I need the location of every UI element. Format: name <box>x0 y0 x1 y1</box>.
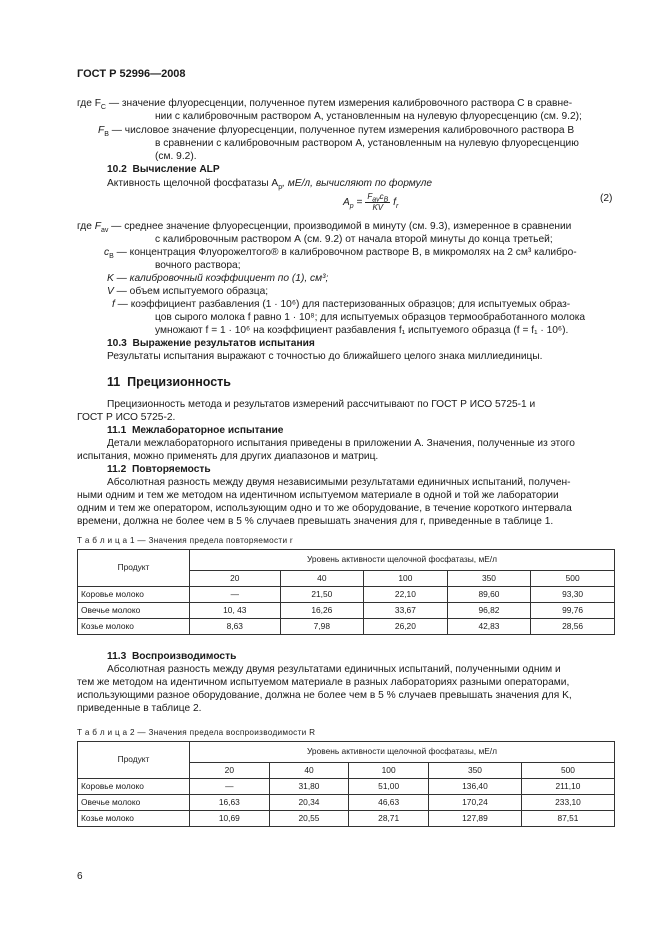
definition-fav: где $F_{av}$ — среднее значение флуоресценции, производимой в минуту (см. 9.3), измеренное в сравнении <box>77 221 572 235</box>
table-row: Коровье молоко — 31,80 51,00 136,40 211,10 <box>78 779 615 795</box>
table-1-level: 40 <box>280 571 364 587</box>
document-header: ГОСТ Р 52996—2008 <box>77 68 186 80</box>
section-11-2-l3: одним и тем же оператором, использующим одно и то же оборудование, в течение короткого интервала <box>77 503 572 514</box>
table-row: Козье молоко 8,63 7,98 26,20 42,83 28,56 <box>78 619 615 635</box>
section-11-2-l1: Абсолютная разность между двумя независимыми результатами единичных испытаний, получен- <box>107 477 571 488</box>
table-2 <box>77 741 615 827</box>
formula-number: (2) <box>600 193 613 204</box>
section-11-heading: 11 Прецизионность <box>107 375 231 389</box>
section-11-1-l1: Детали межлабораторного испытания приведены в приложении А. Значения, полученные из этого <box>107 438 575 449</box>
table-row: Коровье молоко — 21,50 22,10 89,60 93,30 <box>78 587 615 603</box>
table-2-level: 20 <box>190 763 270 779</box>
section-11-1-heading: 11.1 Межлабораторное испытание <box>107 425 284 436</box>
definition-fb-cont2: (см. 9.2). <box>155 151 197 162</box>
definition-k: K — калибровочный коэффициент по (1), см³; <box>107 273 329 284</box>
section-11-2-l2: ными одним и тем же методом на идентичном испытуемом материале в одной и той же лаборатории <box>77 490 559 501</box>
table-2-level: 350 <box>428 763 521 779</box>
definition-fav-cont: с калибровочным раствором А (см. 9.2) от начала второй минуты до конца третьей; <box>155 234 553 245</box>
table-1-level: 500 <box>531 571 615 587</box>
table-2-level: 100 <box>349 763 429 779</box>
section-11-3-heading: 11.3 Воспроизводимость <box>107 651 237 662</box>
section-11-text: Прецизионность метода и результатов измерений рассчитывают по ГОСТ Р ИСО 5725-1 и <box>107 399 536 410</box>
definition-fc: где $F_C$ — значение флуоресценции, полученное путем измерения калибровочного раствора С в сравне- <box>77 98 573 112</box>
definition-cb-cont: вочного раствора; <box>155 260 241 271</box>
section-11-2-heading: 11.2 Повторяемость <box>107 464 211 475</box>
definition-f: f — коэффициент разбавления (1 · 10⁶) для пастеризованных образцов; для испытуемых образ- <box>112 299 571 310</box>
definition-v: V — объем испытуемого образца; <box>107 286 269 297</box>
section-11-3-l2: тем же методом на идентичном испытуемом материале в разных лабораториях разными операторами, <box>77 677 570 688</box>
formula-fraction: $\frac{F_{av}c_B}{KV}$ <box>367 192 389 212</box>
table-2-level: 40 <box>269 763 349 779</box>
definition-fb: $F_B$ — числовое значение флуоресценции, полученное путем измерения калибровочного раствора В <box>98 125 575 139</box>
table-1-product-header: Продукт <box>78 550 190 587</box>
table-2-level: 500 <box>521 763 614 779</box>
section-10-2-heading: 10.2 Вычисление ALP <box>107 164 220 175</box>
definition-cb: $c_B$ — концентрация Флуорожелтого® в калибровочном растворе В, в микромолях на 2 см³ калибро- <box>104 247 577 261</box>
table-row: Козье молоко 10,69 20,55 28,71 127,89 87,51 <box>78 811 615 827</box>
activity-line: Активность щелочной фосфатазы $A_p$, мЕ/л, вычисляют по формуле <box>107 178 433 192</box>
section-11-3-l3: использующими разное оборудование, должна не более чем в 5 % случаев превышать значения для K, <box>77 690 572 701</box>
section-11-2-l4: времени, должна не более чем в 5 % случаев превышать значения для r, приведенные в таблице 1. <box>77 516 554 527</box>
table-row: Овечье молоко 10, 43 16,26 33,67 96,82 99,76 <box>78 603 615 619</box>
definition-fc-cont: нии с калибровочным раствором А, установленным на нулевую флуоресценцию (см. 9.2); <box>155 111 582 122</box>
section-10-3-text: Результаты испытания выражают с точностью до ближайшего целого знака миллиединицы. <box>107 351 543 362</box>
table-1-level: 100 <box>364 571 448 587</box>
table-1-level: 350 <box>447 571 531 587</box>
definition-fb-cont: в сравнении с калибровочным раствором А, установленным на нулевую флуоресценцию <box>155 138 579 149</box>
table-1-caption: Т а б л и ц а 1 — Значения предела повторяемости r <box>77 536 293 545</box>
section-10-3-heading: 10.3 Выражение результатов испытания <box>107 338 315 349</box>
definition-f-cont2: умножают f = 1 · 10⁶ на коэффициент разбавления f₁ испытуемого образца (f = f₁ · 10⁶). <box>155 325 569 336</box>
section-11-text-cont: ГОСТ Р ИСО 5725-2. <box>77 412 176 423</box>
definition-f-cont: цов сырого молока f равно 1 · 10⁸; для испытуемых образцов термообработанного молока <box>155 312 586 323</box>
formula-2: $A_p$ = $\frac{F_{av}c_B}{KV}$ $f_r$ <box>343 192 399 212</box>
section-11-1-l2: испытания, можно применять для других диапазонов и матриц. <box>77 451 379 462</box>
section-11-3-l1: Абсолютная разность между двумя результатами единичных испытаний, полученными одним и <box>107 664 561 675</box>
table-1 <box>77 549 615 635</box>
table-2-product-header: Продукт <box>78 742 190 779</box>
table-2-caption: Т а б л и ц а 2 — Значения предела воспроизводимости R <box>77 728 316 737</box>
table-row: Овечье молоко 16,63 20,34 46,63 170,24 233,10 <box>78 795 615 811</box>
table-1-level: 20 <box>190 571 281 587</box>
section-11-3-l4: приведенные в таблице 2. <box>77 703 202 714</box>
table-1-group-header: Уровень активности щелочной фосфатазы, мЕ/л <box>190 550 615 571</box>
page-number: 6 <box>77 871 83 882</box>
table-2-group-header: Уровень активности щелочной фосфатазы, мЕ/л <box>190 742 615 763</box>
